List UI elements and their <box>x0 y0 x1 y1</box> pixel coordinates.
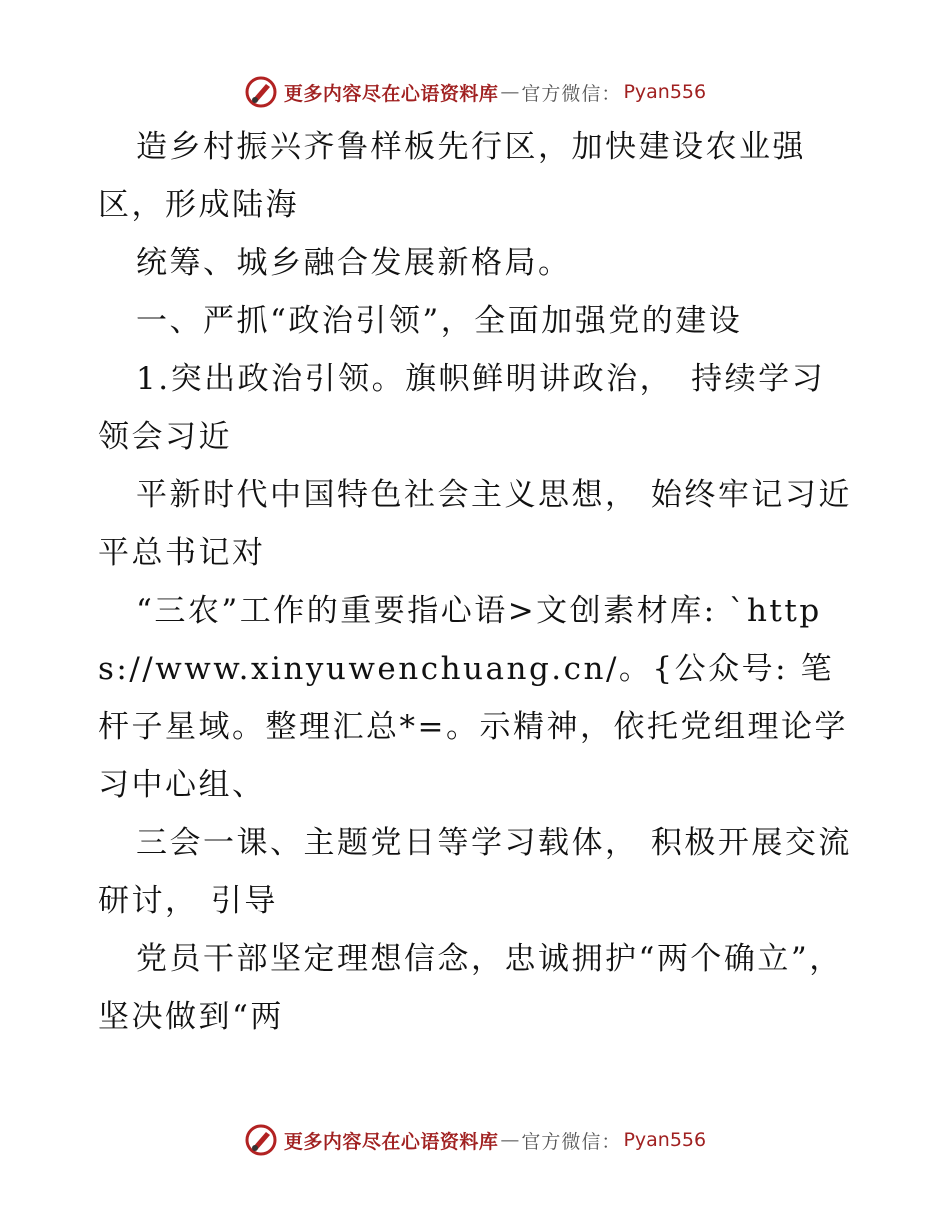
banner-wechat-id: Pyan556 <box>623 1129 707 1151</box>
paragraph-2: 统筹、城乡融合发展新格局。 <box>136 245 572 281</box>
document-body <box>98 118 858 1046</box>
brush-logo-icon <box>244 1123 278 1157</box>
header-watermark-banner <box>0 72 950 112</box>
banner-wechat-id: Pyan556 <box>623 81 707 103</box>
paragraph-1: 造乡村振兴齐鲁样板先行区，加快建设农业强区，形成陆海 <box>98 129 806 223</box>
section-heading: 一、严抓“政治引领”，全面加强党的建设 <box>136 303 743 339</box>
paragraph-6: 三会一课、主题党日等学习载体， 积极开展交流研讨， 引导 <box>98 825 852 919</box>
banner-dash: — <box>500 81 520 103</box>
paragraph-7: 党员干部坚定理想信念，忠诚拥护“两个确立”，坚决做到“两 <box>98 941 843 1035</box>
footer-watermark-banner <box>0 1120 950 1160</box>
banner-main-text: 更多内容尽在心语资料库 <box>283 1130 499 1153</box>
paragraph-4: 平新时代中国特色社会主义思想， 始终牢记习近平总书记对 <box>98 477 852 571</box>
banner-wechat-label: 官方微信： <box>521 82 622 105</box>
paragraph-5: “三农”工作的重要指心语>文创素材库: `https://www.xinyuwenchuang.cn/。{公众号: 笔杆子星域。整理汇总*=。示精神，依托党组理论学习中心组、 <box>98 593 848 803</box>
banner-dash: — <box>500 1129 520 1151</box>
brush-logo-icon <box>244 75 278 109</box>
banner-main-text: 更多内容尽在心语资料库 <box>283 82 499 105</box>
paragraph-3: 1.突出政治引领。旗帜鲜明讲政治， 持续学习领会习近 <box>98 361 826 455</box>
banner-wechat-label: 官方微信： <box>521 1130 622 1153</box>
